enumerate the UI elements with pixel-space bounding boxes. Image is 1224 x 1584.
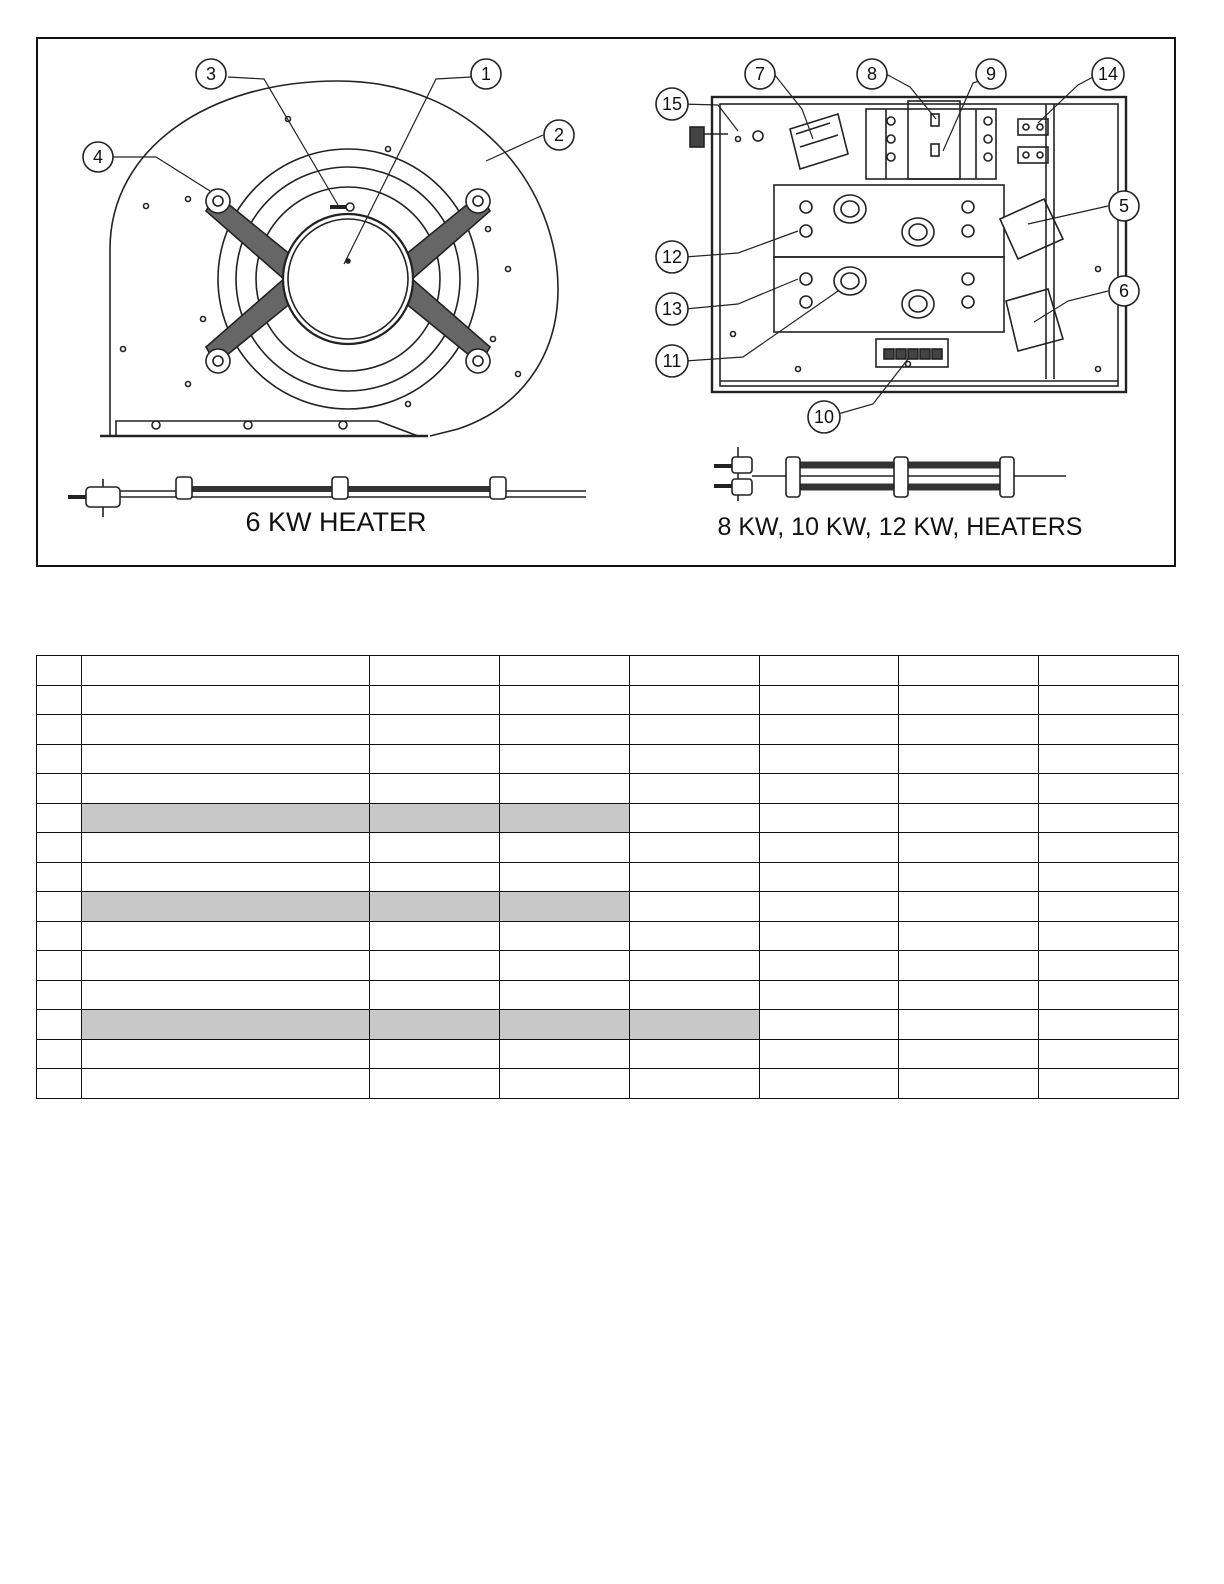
table-cell <box>899 685 1039 715</box>
table-cell <box>500 715 630 745</box>
table-cell <box>899 715 1039 745</box>
table-cell <box>630 862 760 892</box>
table-cell <box>500 744 630 774</box>
table-cell <box>760 744 899 774</box>
table-cell <box>82 1010 370 1040</box>
table-cell <box>899 1069 1039 1099</box>
table-cell <box>630 774 760 804</box>
table-cell <box>500 774 630 804</box>
table-cell <box>370 833 500 863</box>
parts-list-table <box>36 655 1179 1099</box>
table-cell <box>899 656 1039 686</box>
table-cell <box>37 980 82 1010</box>
table-cell <box>82 656 370 686</box>
table-row <box>37 892 1179 922</box>
table-cell <box>1039 951 1179 981</box>
table-cell <box>899 921 1039 951</box>
callout-6: 6 <box>1118 281 1130 301</box>
table-cell <box>37 744 82 774</box>
table-cell <box>370 862 500 892</box>
table-row <box>37 656 1179 686</box>
caption-multi-kw-heaters: 8 KW, 10 KW, 12 KW, HEATERS <box>717 513 1083 541</box>
table-cell <box>899 803 1039 833</box>
table-cell <box>760 1069 899 1099</box>
callout-11: 11 <box>662 351 682 371</box>
table-cell <box>899 892 1039 922</box>
table-cell <box>37 921 82 951</box>
callout-8: 8 <box>866 64 878 84</box>
table-cell <box>760 833 899 863</box>
table-cell <box>760 892 899 922</box>
table-cell <box>899 1010 1039 1040</box>
table-cell <box>37 803 82 833</box>
callout-5: 5 <box>1118 196 1130 216</box>
heater-plates <box>774 185 1004 332</box>
table-cell <box>370 1010 500 1040</box>
table-cell <box>630 921 760 951</box>
table-cell <box>82 892 370 922</box>
table-cell <box>370 921 500 951</box>
table-row <box>37 715 1179 745</box>
table-row <box>37 833 1179 863</box>
table-cell <box>630 1039 760 1069</box>
table-cell <box>82 833 370 863</box>
table-cell <box>760 1010 899 1040</box>
table-cell <box>630 803 760 833</box>
table-cell <box>630 715 760 745</box>
table-cell <box>630 685 760 715</box>
table-cell <box>630 656 760 686</box>
table-cell <box>82 685 370 715</box>
blower-motor <box>283 203 413 344</box>
table-cell <box>1039 1039 1179 1069</box>
table-cell <box>899 862 1039 892</box>
table-cell <box>82 921 370 951</box>
heater-element-multi <box>714 447 1066 501</box>
table-cell <box>370 980 500 1010</box>
table-cell <box>500 862 630 892</box>
table-cell <box>37 833 82 863</box>
table-cell <box>82 862 370 892</box>
table-cell <box>1039 1010 1179 1040</box>
table-cell <box>1039 715 1179 745</box>
table-cell <box>37 685 82 715</box>
table-cell <box>37 1069 82 1099</box>
table-cell <box>500 803 630 833</box>
table-cell <box>760 951 899 981</box>
table-cell <box>370 1069 500 1099</box>
callout-1: 1 <box>480 64 492 84</box>
table-cell <box>37 951 82 981</box>
table-cell <box>760 774 899 804</box>
table-cell <box>500 656 630 686</box>
table-cell <box>500 980 630 1010</box>
caption-6kw-heater: 6 KW HEATER <box>245 507 427 537</box>
table-row <box>37 803 1179 833</box>
callout-10: 10 <box>813 407 835 427</box>
table-cell <box>1039 833 1179 863</box>
table-cell <box>1039 892 1179 922</box>
table-cell <box>500 921 630 951</box>
table-cell <box>760 980 899 1010</box>
callout-15: 15 <box>661 94 683 114</box>
table-row <box>37 774 1179 804</box>
table-row <box>37 980 1179 1010</box>
table-cell <box>1039 921 1179 951</box>
table-cell <box>760 1039 899 1069</box>
callout-3: 3 <box>205 64 217 84</box>
table-cell <box>370 774 500 804</box>
table-cell <box>500 685 630 715</box>
table-cell <box>760 685 899 715</box>
callout-4: 4 <box>92 147 104 167</box>
callout-7: 7 <box>754 64 766 84</box>
table-row <box>37 921 1179 951</box>
table-cell <box>630 892 760 922</box>
callout-2: 2 <box>553 125 565 145</box>
table-row <box>37 951 1179 981</box>
table-cell <box>500 1069 630 1099</box>
table-cell <box>630 1069 760 1099</box>
table-cell <box>370 1039 500 1069</box>
table-cell <box>370 892 500 922</box>
low-voltage-terminal-strip <box>876 339 948 367</box>
table-cell <box>82 1039 370 1069</box>
table-cell <box>760 921 899 951</box>
table-cell <box>82 803 370 833</box>
callout-9: 9 <box>985 64 997 84</box>
table-cell <box>82 980 370 1010</box>
table-cell <box>37 1010 82 1040</box>
table-cell <box>370 803 500 833</box>
power-terminal-block <box>1018 119 1048 163</box>
table-cell <box>899 951 1039 981</box>
table-cell <box>630 980 760 1010</box>
table-cell <box>500 1039 630 1069</box>
table-cell <box>37 862 82 892</box>
table-cell <box>899 1039 1039 1069</box>
callout-12: 12 <box>661 247 683 267</box>
table-cell <box>37 656 82 686</box>
table-cell <box>37 1039 82 1069</box>
table-cell <box>760 803 899 833</box>
table-row <box>37 744 1179 774</box>
table-cell <box>630 744 760 774</box>
table-cell <box>500 951 630 981</box>
parts-diagram-frame <box>36 37 1176 567</box>
table-cell <box>500 833 630 863</box>
table-cell <box>1039 744 1179 774</box>
table-cell <box>1039 774 1179 804</box>
table-cell <box>630 833 760 863</box>
limit-switch <box>690 127 728 147</box>
table-cell <box>82 744 370 774</box>
table-cell <box>370 715 500 745</box>
table-cell <box>760 715 899 745</box>
table-cell <box>1039 862 1179 892</box>
table-cell <box>500 1010 630 1040</box>
table-cell <box>37 715 82 745</box>
callout-14: 14 <box>1097 64 1119 84</box>
callout-13: 13 <box>661 299 683 319</box>
table-cell <box>760 656 899 686</box>
table-cell <box>370 951 500 981</box>
table-row <box>37 685 1179 715</box>
table-cell <box>37 892 82 922</box>
table-row <box>37 1039 1179 1069</box>
table-cell <box>500 892 630 922</box>
table-cell <box>370 656 500 686</box>
table-row <box>37 1010 1179 1040</box>
table-cell <box>899 980 1039 1010</box>
table-cell <box>899 744 1039 774</box>
table-cell <box>82 951 370 981</box>
table-row <box>37 862 1179 892</box>
parts-diagram <box>38 39 1178 569</box>
table-cell <box>630 1010 760 1040</box>
table-cell <box>1039 656 1179 686</box>
table-cell <box>760 862 899 892</box>
table-cell <box>82 1069 370 1099</box>
table-cell <box>899 833 1039 863</box>
table-cell <box>37 774 82 804</box>
relays <box>1000 104 1063 379</box>
table-cell <box>1039 685 1179 715</box>
table-cell <box>82 774 370 804</box>
table-cell <box>82 715 370 745</box>
table-cell <box>370 685 500 715</box>
table-cell <box>899 774 1039 804</box>
table-cell <box>1039 1069 1179 1099</box>
table-cell <box>630 951 760 981</box>
table-cell <box>370 744 500 774</box>
transformer <box>753 114 848 169</box>
table-cell <box>1039 980 1179 1010</box>
table-cell <box>1039 803 1179 833</box>
table-row <box>37 1069 1179 1099</box>
parts-table-body <box>37 656 1179 1099</box>
